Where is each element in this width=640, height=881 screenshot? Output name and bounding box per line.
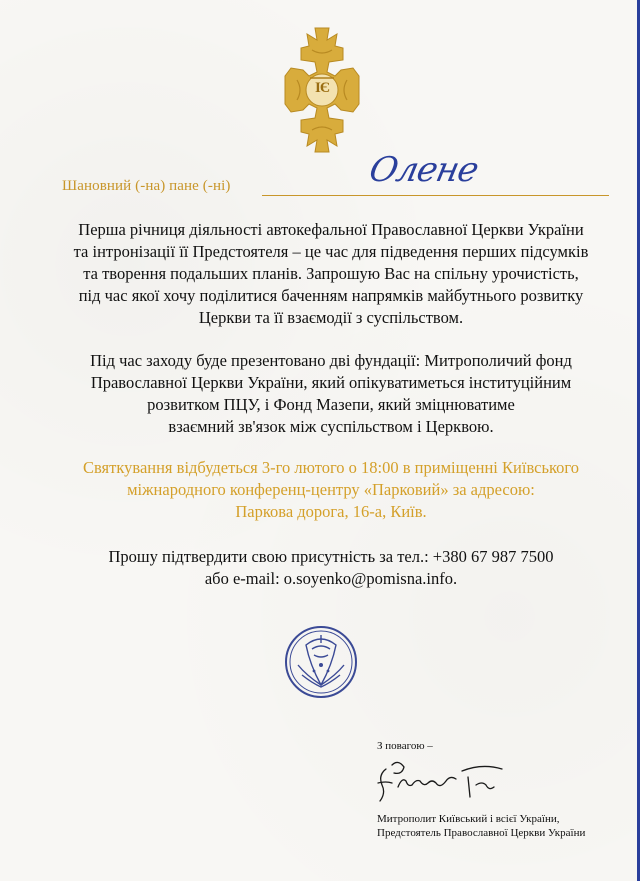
text-line: або e-mail: o.soyenko@pomisna.info. [204, 569, 458, 588]
paragraph-event-details [50, 457, 612, 523]
text-line: та творення подальших планів. Запрошую Вас на спільну урочистість, [83, 264, 579, 283]
text-line: Перша річниця діяльності автокефальної Православної Церкви України [78, 220, 584, 239]
text-line: Паркова дорога, 16-а, Київ. [235, 502, 427, 521]
text-line: та інтронізації її Предстоятеля – це час для підведення перших підсумків [73, 242, 589, 261]
emblem-monogram: ІЄ [314, 80, 329, 96]
text-line: Прошу підтвердити свою присутність за тел.: +380 67 987 7500 [108, 547, 554, 566]
text-line: Святкування відбудеться 3-го лютого о 18:00 в приміщенні Київського [82, 458, 580, 477]
salutation: Шановний (-на) пане (-ні) [62, 178, 231, 194]
text-line: розвитком ПЦУ, і Фонд Мазепи, який зміцнюватиме [147, 395, 515, 414]
paragraph-foundations [50, 350, 612, 438]
paragraph-anniversary [50, 219, 612, 329]
seal-emblem-icon [284, 625, 358, 699]
signer-title: Митрополит Київський і всієї України, [377, 813, 560, 825]
handwritten-name: Олене [365, 150, 482, 190]
signer-block [377, 812, 585, 840]
text-line: Під час заходу буде презентовано дві фундації: Митрополичий фонд [90, 351, 572, 370]
closing-regards: З повагою – [377, 740, 433, 752]
paragraph-rsvp [50, 546, 612, 590]
text-line: взаємний зв'язок між суспільством і Церквою. [168, 417, 494, 436]
signer-office: Предстоятель Православної Церкви України [377, 827, 586, 839]
text-line: Православної Церкви України, який опікуватиметься інституційним [90, 373, 572, 392]
text-line: під час якої хочу поділитися баченням напрямків майбутнього розвитку [78, 286, 584, 305]
text-line: Церкви та її взаємодії з суспільством. [198, 308, 464, 327]
text-line: міжнародного конференц-центру «Парковий» за адресою: [127, 480, 535, 499]
salutation-underline [262, 195, 609, 196]
signature-icon [372, 757, 512, 807]
